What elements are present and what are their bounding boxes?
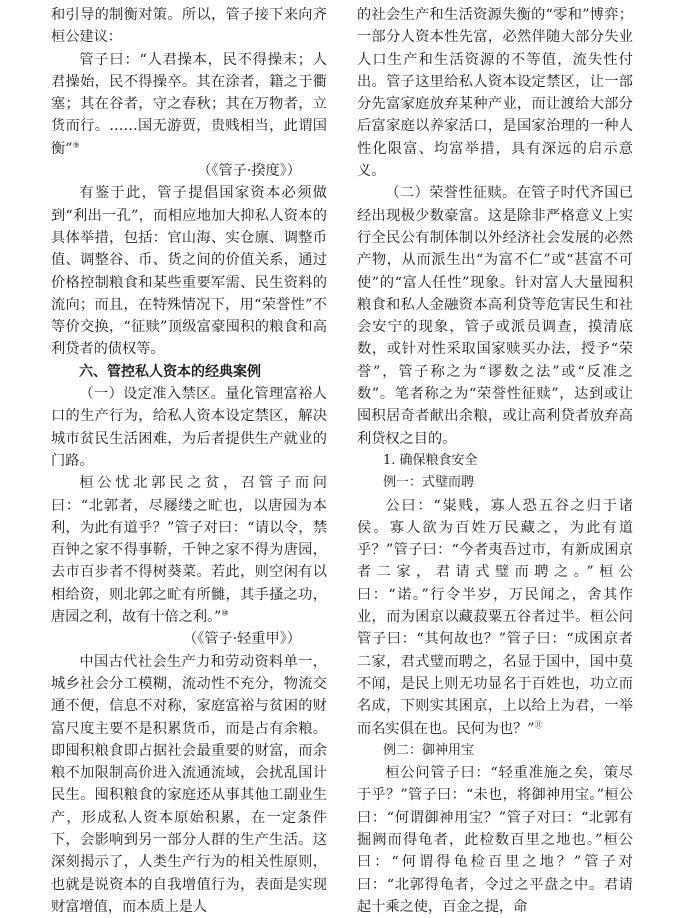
- quote-source: （《管子·揆度》）: [197, 163, 301, 180]
- footnote-ref[interactable]: ⑩: [221, 608, 229, 618]
- subsection-paragraph: （一）设定准入禁区。量化管理富裕人口的生产行为，给私人资本设定禁区，解决城市贫民生活困难，为后者提供生产就业的门路。: [51, 386, 327, 469]
- section-heading: 六、管控私人资本的经典案例: [79, 363, 261, 380]
- right-column: [357, 4, 633, 918]
- quote-guanzi-kuidu: 管子曰：“人君操本，民不得操末；人君操始，民不得操卒。其在涂者，籍之于衢塞；其在谷者，守之春秋；其在万物者，立货而行。……国无游贾，贵贱相当，此谓国衡”⑨: [51, 51, 327, 157]
- paragraph: 和引导的制衡对策。所以，管子接下来向齐桓公建议：: [51, 7, 327, 46]
- example-heading: 例二：御神用宝: [383, 742, 475, 758]
- left-column: [51, 4, 327, 918]
- footnote-ref[interactable]: ⑪: [534, 719, 543, 729]
- paragraph: 有鉴于此，管子提倡国家资本必须做到“利出一孔”，而相应地加大抑私人资本的具体举措，包括：官山海、实仓廪、调整币值、调整谷、币、货之间的价值关系，通过价格控制粮食和某些重要军需、民生资料的流向；而且，在特殊情况下，用“荣誉性”不等价交换，“征赎”顶级富豪囤积的粮食和高利贷者的债权等。: [51, 185, 327, 358]
- quote-beiguo: 桓公忧北郭民之贫，召管子而问曰：“北郭者，尽屦缕之甿也，以唐园为本利，为此有道乎？”管子对曰：“请以令，禁百钟之家不得事鞒，千钟之家不得为唐园，去市百步者不得树葵菜。若此，则空闲有以相给资，则北郭之甿有所雠，其手搔之功，唐园之利，故有十倍之利。”⑩: [51, 475, 327, 626]
- footnote-ref[interactable]: ⑨: [72, 140, 80, 150]
- item-heading: 1. 确保粮食安全: [383, 452, 478, 468]
- paragraph: 中国古代社会生产力和劳动资料单一，城乡社会分工模糊，流动性不充分，物流交通不便，信息不对称，家庭富裕与贫困的财富尺度主要不是积累货币，而是占有余粮。即囤积粮食即占据社会最重要的财富，而余粮不加限制高价进入流通流域，会扰乱国计民生。囤积粮食的家庭还从事其他工副业生产，形成私人资本原始积累，在一定条件下，会影响到另一部分人群的生产生活。这深刻揭示了，人类生产行为的相关性原则，也就是说资本的自我增值行为，表面是实现财富增值，而本质上是人: [51, 653, 327, 915]
- quote-yushen: 桓公问管子曰：“轻重准施之矣，策尽于乎？”管子曰：“未也，将御神用宝。”桓公曰：“何谓御神用宝？”管子对曰：“北郭有掘阙而得龟者，此检数百里之地也。”桓公曰：“何谓得龟检百里之地？”管子对曰：“北郭得龟者，令过之平盘之中。君请起十乘之使，百金之提，命: [357, 765, 633, 915]
- paragraph: 的社会生产和生活资源失衡的“零和”博弈；一部分人资本性先富，必然伴随大部分失业人口生产和生活资源的不等值，流失性付出。管子这里给私人资本设定禁区，让一部分先富家庭放弃某种产业，而让渡给大部分后富家庭以养家活口，是国家治理的一种人性化限富、均富举措，具有深远的启示意义。: [357, 7, 633, 180]
- subsection-paragraph: （二）荣誉性征赎。在管子时代齐国已经出现极少数豪富。这是除非严格意义上实行全民公有制体制以外经济社会发展的必然产物，从而派生出“为富不仁”或“甚富不可使”的“富人任性”现象。针对富人大量囤积粮食和私人金融资本高利贷等危害民生和社会安宁的现象，管子或派员调查，摸清底数，或针对性采取国家赎买办法，授予“荣誉”，管子称之为“谬数之法”或“反准之数”。笔者称之为“荣誉性征赎”，达到或让囤积居奇者献出余粮，或让高利贷者放弃高利贷权之目的。: [357, 185, 633, 447]
- example-heading: 例一：式璧而聘: [383, 475, 475, 491]
- quote-shibi: 公曰：“粜贱，寡人恐五谷之归于诸侯。寡人欲为百姓万民藏之，为此有道乎？”管子曰：“今者夷吾过市，有新成囷京者二家，君请式璧而聘之。”桓公曰：“诺。”行令半岁，万民闻之，舍其作业，而为囷京以藏菽粟五谷者过半。桓公问管子曰：“其何故也？”管子曰：“成囷京者二家，君式璧而聘之，名显于国中，国中莫不闻，是民上则无功显名于百姓也，功立而名成，下则实其囷京，上以给上为君，一举而名实俱在也。民何为也？”⑪: [357, 497, 633, 737]
- quote-source: （《管子·轻重甲》）: [183, 631, 301, 648]
